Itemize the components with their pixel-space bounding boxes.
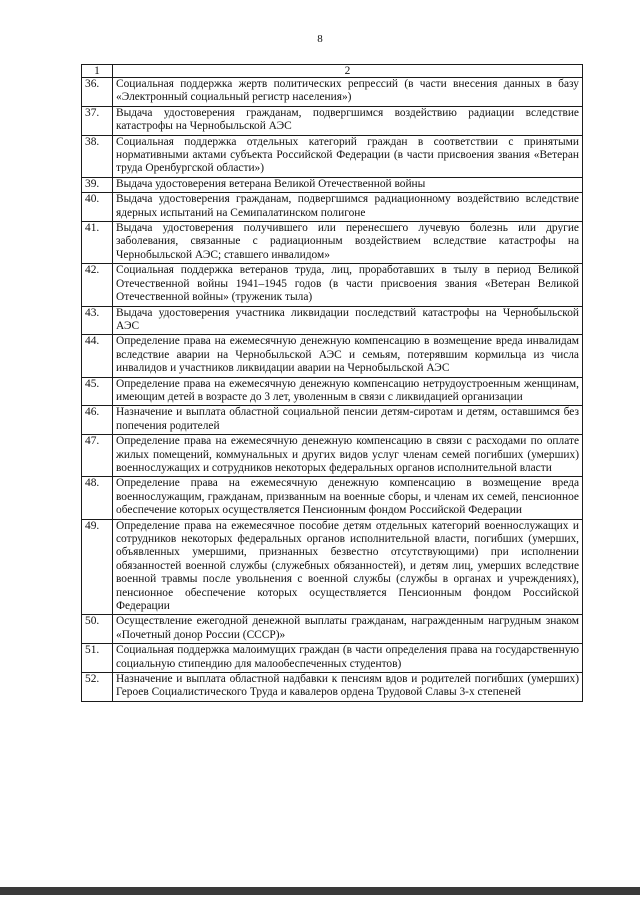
row-number: 50. <box>82 615 113 644</box>
table-row <box>82 264 583 306</box>
row-number: 49. <box>82 519 113 615</box>
table-row <box>82 106 583 135</box>
row-number: 46. <box>82 406 113 435</box>
row-number: 48. <box>82 477 113 519</box>
row-number: 47. <box>82 435 113 477</box>
table-row <box>82 222 583 264</box>
table-row <box>82 435 583 477</box>
row-description: Определение права на ежемесячную денежную компенсацию в возмещение вреда инвалидам вследствие аварии на Чернобыльской АЭС и семьям, потерявшим кормильца из числа инвалидов и участников ликвидации аварии на Чернобыльской АЭС <box>113 335 583 377</box>
row-description: Осуществление ежегодной денежной выплаты гражданам, награжденным нагрудным знаком «Почетный донор России (СССР)» <box>113 615 583 644</box>
row-description: Назначение и выплата областной социальной пенсии детям-сиротам и детям, оставшимся без попечения родителей <box>113 406 583 435</box>
row-description: Выдача удостоверения участника ликвидации последствий катастрофы на Чернобыльской АЭС <box>113 306 583 335</box>
services-table <box>81 64 583 702</box>
row-number: 44. <box>82 335 113 377</box>
row-description: Определение права на ежемесячную денежную компенсацию в связи с расходами по оплате жилых помещений, коммунальных и других видов услуг членам семей погибших (умерших) военнослужащих и сотрудников некоторых федеральных органов исполнительной власти <box>113 435 583 477</box>
table-row <box>82 615 583 644</box>
table-row <box>82 673 583 702</box>
row-number: 36. <box>82 78 113 107</box>
table-row <box>82 135 583 177</box>
table-row <box>82 335 583 377</box>
row-description: Определение права на ежемесячную денежную компенсацию в возмещение вреда военнослужащим, гражданам, призванным на военные сборы, и членам их семей, пенсионное обеспечение которых осуществляется Пенсионным фондом Российской Федерации <box>113 477 583 519</box>
row-number: 41. <box>82 222 113 264</box>
row-description: Определение права на ежемесячную денежную компенсацию нетрудоустроенным женщинам, имеющим детей в возрасте до 3 лет, уволенным в связи с ликвидацией организации <box>113 377 583 406</box>
table-row <box>82 519 583 615</box>
row-number: 42. <box>82 264 113 306</box>
table-row <box>82 406 583 435</box>
row-number: 45. <box>82 377 113 406</box>
row-description: Выдача удостоверения получившего или перенесшего лучевую болезнь или другие заболевания, связанные с радиационным воздействием вследствие катастрофы на Чернобыльской АЭС; ставшего инвалидом» <box>113 222 583 264</box>
table-row <box>82 177 583 192</box>
table-row <box>82 193 583 222</box>
row-description: Выдача удостоверения гражданам, подвергшимся воздействию радиации вследствие катастрофы на Чернобыльской АЭС <box>113 106 583 135</box>
row-description: Выдача удостоверения ветерана Великой Отечественной войны <box>113 177 583 192</box>
row-number: 52. <box>82 673 113 702</box>
row-description: Назначение и выплата областной надбавки к пенсиям вдов и родителей погибших (умерших) Героев Социалистического Труда и кавалеров ордена Трудовой Славы 3-х степеней <box>113 673 583 702</box>
row-description: Социальная поддержка отдельных категорий граждан в соответствии с принятыми нормативными актами субъекта Российской Федерации (в части присвоения звания «Ветеран труда Оренбургской области») <box>113 135 583 177</box>
row-number: 40. <box>82 193 113 222</box>
row-description: Социальная поддержка ветеранов труда, лиц, проработавших в тылу в период Великой Отечественной войны 1941–1945 годов (в части присвоения звания «Ветеран Великой Отечественной войны» (труженик тыла) <box>113 264 583 306</box>
row-description: Социальная поддержка жертв политических репрессий (в части внесения данных в базу «Электронный социальный регистр населения») <box>113 78 583 107</box>
row-description: Выдача удостоверения гражданам, подвергшимся радиационному воздействию вследствие ядерных испытаний на Семипалатинском полигоне <box>113 193 583 222</box>
table-header-row <box>82 65 583 78</box>
column-header-description: 2 <box>113 65 583 78</box>
row-number: 39. <box>82 177 113 192</box>
table-row <box>82 644 583 673</box>
row-number: 43. <box>82 306 113 335</box>
row-description: Социальная поддержка малоимущих граждан (в части определения права на государственную социальную стипендию для малообеспеченных студентов) <box>113 644 583 673</box>
table-row <box>82 477 583 519</box>
table-row <box>82 377 583 406</box>
table-row <box>82 306 583 335</box>
column-header-number: 1 <box>82 65 113 78</box>
page-number: 8 <box>317 33 323 45</box>
row-description: Определение права на ежемесячное пособие детям отдельных категорий военнослужащих и сотрудников некоторых федеральных органов исполнительной власти, погибших (умерших, объявленных умершими, признанных безвестно отсутствующими) при исполнении обязанностей военной службы (служебных обязанностей), и детям лиц, умерших вследствие военной травмы после увольнения с военной службы (службы в органах и учреждениях), пенсионное обеспечение которых осуществляется Пенсионным фондом Российской Федерации <box>113 519 583 615</box>
row-number: 37. <box>82 106 113 135</box>
table-row <box>82 78 583 107</box>
row-number: 51. <box>82 644 113 673</box>
scan-bottom-edge <box>0 887 640 895</box>
row-number: 38. <box>82 135 113 177</box>
